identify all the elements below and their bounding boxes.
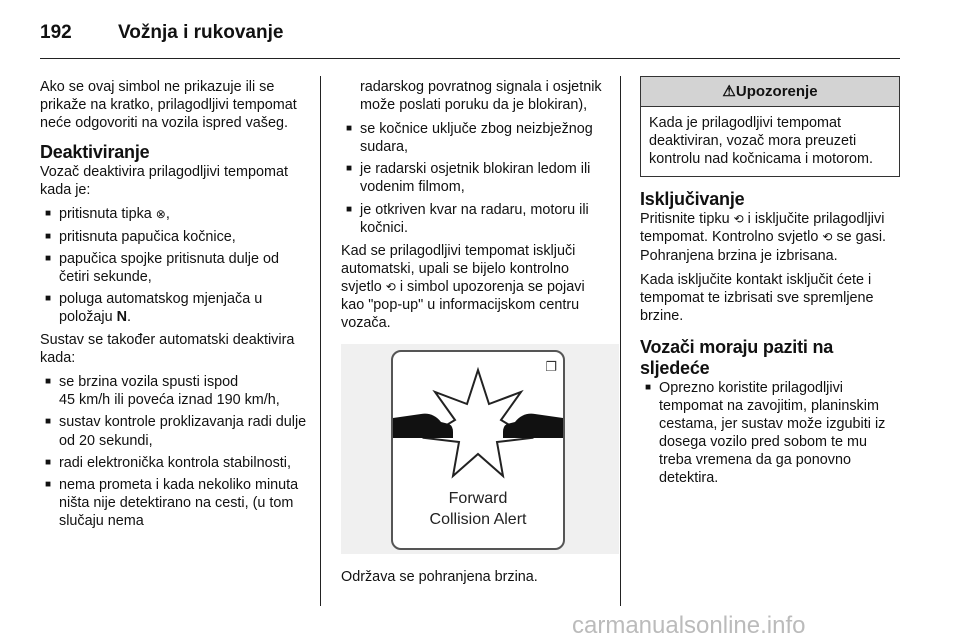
cruise-control-icon: ⟲ [733, 212, 744, 227]
driver-deactivation-list [40, 205, 310, 326]
driver-attention-list [640, 379, 900, 488]
list-item [40, 205, 310, 223]
gear-position-n: N [116, 308, 128, 325]
warning-header [641, 77, 899, 107]
paragraph-text: Kad se prilagodljivi tempomat isključi automatski, upali se bijelo kontrolno svjetlo [341, 242, 576, 295]
right-car-icon [503, 414, 563, 438]
auto-deactivation-paragraph: Sustav se također automatski deaktivira kada: [40, 332, 295, 367]
switch-off-paragraph [640, 210, 900, 264]
column-divider-1 [320, 76, 321, 606]
paragraph-text: se gasi. Pohranjena brzina je izbrisana. [640, 229, 887, 264]
list-item: ■ radi elektronička kontrola stabilnosti, [40, 454, 310, 472]
cruise-cancel-icon: ⊗ [155, 207, 166, 222]
list-item-punct: . [127, 308, 132, 325]
list-item: ■ je radarski osjetnik blokiran ledom ili vodenim filmom, [341, 160, 606, 196]
warning-icon: ⚠ [722, 83, 736, 100]
column-left [40, 78, 310, 535]
section-heading-driver-attention: Vozači moraju paziti na sljedeće [640, 336, 834, 378]
watermark: carmanualsonline.info [572, 612, 806, 639]
figure-label-line2: Collision Alert [429, 511, 527, 529]
cruise-control-icon: ⟲ [385, 279, 396, 294]
paragraph-text: i isključite prilagodljivi tempomat. Kontrolno svjetlo [640, 211, 885, 246]
list-item: ■ papučica spojke pritisnuta dulje od četiri sekunde, [40, 250, 310, 286]
auto-deactivation-list-continued [341, 120, 606, 237]
list-item: ■ Oprezno koristite prilagodljivi tempomat na zavojitim, planinskim cestama, jer sustav može izgubiti iz dosega vozilo pred sobom te mu treba vremena da ga ponovno detektira. [640, 379, 900, 488]
list-item-text: 45 km/h ili poveća iznad 190 km/h, [59, 392, 280, 409]
warning-box [640, 76, 900, 177]
forward-collision-alert-figure [341, 344, 619, 554]
list-item-punct: , [165, 206, 170, 223]
list-item: ■ je otkriven kvar na radaru, motoru ili kočnici. [341, 201, 606, 237]
page-number: 192 [40, 22, 72, 43]
copy-page-icon: ❐ [545, 359, 557, 375]
figure-caption: Održava se pohranjena brzina. [341, 569, 538, 586]
warning-text: Kada je prilagodljivi tempomat deaktiviran, vozač mora preuzeti kontrolu nad kočnicama i motorom. [649, 115, 873, 168]
driver-info-display [391, 350, 565, 550]
intro-paragraph: Ako se ovaj simbol ne prikazuje ili se prikaže na kratko, prilagodljivi tempomat neće odgovoriti na vozila ispred vašeg. [40, 79, 297, 132]
column-middle [341, 78, 606, 592]
list-item-text: pritisnuta tipka [59, 206, 152, 223]
list-item [40, 373, 310, 409]
paragraph-text: Pritisnite tipku [640, 211, 730, 228]
list-item-text: poluga automatskog mjenjača u položaju [59, 290, 263, 325]
paragraph-text: i simbol upozorenja se pojavi kao "pop-up" u informacijskom centru vozača. [341, 278, 585, 332]
column-right [640, 76, 900, 493]
list-item-text: se brzina vozila spusti ispod [59, 374, 239, 391]
list-item: ■ sustav kontrole proklizavanja radi dulje od 20 sekundi, [40, 413, 310, 449]
section-heading-deactivation: Deaktiviranje [40, 142, 150, 163]
section-heading-switch-off: Isključivanje [640, 189, 745, 210]
list-item [40, 290, 310, 326]
cruise-control-icon: ⟲ [822, 230, 833, 245]
auto-off-paragraph [341, 242, 606, 332]
continued-list-text: radarskog povratnog signala i osjetnik može poslati poruku da je blokiran), [360, 79, 602, 114]
deactivation-paragraph: Vozač deaktivira prilagodljivi tempomat kada je: [40, 164, 288, 199]
column-divider-2 [620, 76, 621, 606]
list-item: ■ nema prometa i kada nekoliko minuta ništa nije detektirano na cesti, (u tom slučaju nema [40, 476, 310, 530]
figure-label-line1: Forward [448, 490, 508, 508]
ignition-off-paragraph: Kada isključite kontakt isključit ćete i tempomat te izbrisati sve spremljene brzine. [640, 271, 874, 324]
page-title: Vožnja i rukovanje [118, 22, 284, 43]
warning-title: Upozorenje [735, 83, 818, 100]
list-item: ■ pritisnuta papučica kočnice, [40, 228, 310, 246]
list-item: ■ se kočnice uključe zbog neizbježnog sudara, [341, 120, 606, 156]
auto-deactivation-list [40, 373, 310, 530]
header-rule [40, 58, 900, 59]
left-car-icon [393, 414, 453, 438]
